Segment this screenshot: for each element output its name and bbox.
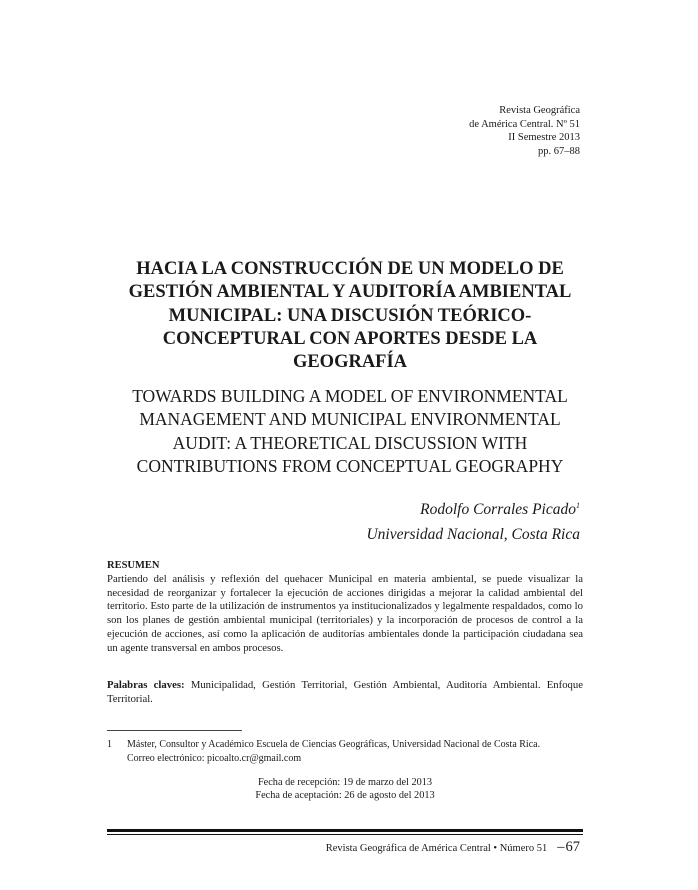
title-english [95,385,605,478]
title-es-line: CONCEPTURAL CON APORTES DESDE LA [162,328,538,349]
title-en-line: CONTRIBUTIONS FROM CONCEPTUAL GEOGRAPHY [136,455,564,476]
date-received: Fecha de recepción: 19 de marzo del 2013 [257,777,433,788]
abstract-heading: RESUMEN [107,560,160,571]
author-name-line [366,498,580,523]
page-number-dash: – [557,839,565,855]
footnote-divider [107,730,242,731]
abstract-body: Partiendo del análisis y reflexión del quehacer Municipal en materia ambiental, se puede visualizar la necesidad de reorganizar y fortalecer la ejecución de acciones dirigidas a mejorar la calidad ambiental del territorio. Esto parte de la utilización de instrumentos ya institucionalizados y legalmente respaldados, como lo son los planes de gestión ambiental municipal (territoriales) y la incorporación de procesos de control a la ejecución de acciones, así como la aplicación de auditorías ambientales donde la participación ciudadana sea un agente transversal en ambos procesos. [107,573,583,654]
author-footnote-mark: 1 [576,500,580,510]
title-es-line: HACIA LA CONSTRUCCIÓN DE UN MODELO DE [136,259,564,279]
title-en-line: MANAGEMENT AND MUNICIPAL ENVIRONMENTAL [139,409,561,430]
journal-name: Revista Geográfica [499,105,580,116]
footnote-number: 1 [107,739,112,750]
journal-pages: pp. 67–88 [538,145,580,157]
title-es-line: MUNICIPAL: UNA DISCUSIÓN TEÓRICO- [168,305,532,326]
footer-journal: Revista Geográfica de América Central • Número 51 [325,843,548,854]
footer-rule-thin [107,834,583,835]
author-name: Rodolfo Corrales Picado [420,501,576,518]
footnote-affiliation: Máster, Consultor y Académico Escuela de Ciencias Geográficas, Universidad Nacional de Costa Rica. [127,739,541,750]
article-dates [107,776,583,803]
page-number-value: 67 [565,839,580,855]
title-en-line: TOWARDS BUILDING A MODEL OF ENVIRONMENTAL [132,386,568,406]
keywords-label: Palabras claves: [107,679,185,691]
keywords [107,679,583,706]
author-affiliation: Universidad Nacional, Costa Rica [366,525,580,543]
footnote [107,738,583,765]
title-es-line: GEOGRAFÍA [292,352,408,373]
footer-rule-thick [107,829,583,832]
author-block [366,498,580,547]
journal-header [469,104,580,158]
date-accepted: Fecha de aceptación: 26 de agosto del 2013 [255,790,435,802]
title-en-line: AUDIT: A THEORETICAL DISCUSSION WITH [172,432,528,453]
page-footer [326,839,580,856]
journal-issue: de América Central. Nº 51 [469,118,580,130]
title-es-line: GESTIÓN AMBIENTAL Y AUDITORÍA AMBIENTAL [128,282,572,303]
footnote-email: Correo electrónico: picoalto.cr@gmail.com [127,752,302,764]
title-spanish [100,258,600,374]
journal-semester: II Semestre 2013 [508,132,580,143]
page-number [557,839,580,856]
keywords-text: Municipalidad, Gestión Territorial, Gestión Ambiental, Auditoría Ambiental. Enfoque Territorial. [107,679,583,705]
